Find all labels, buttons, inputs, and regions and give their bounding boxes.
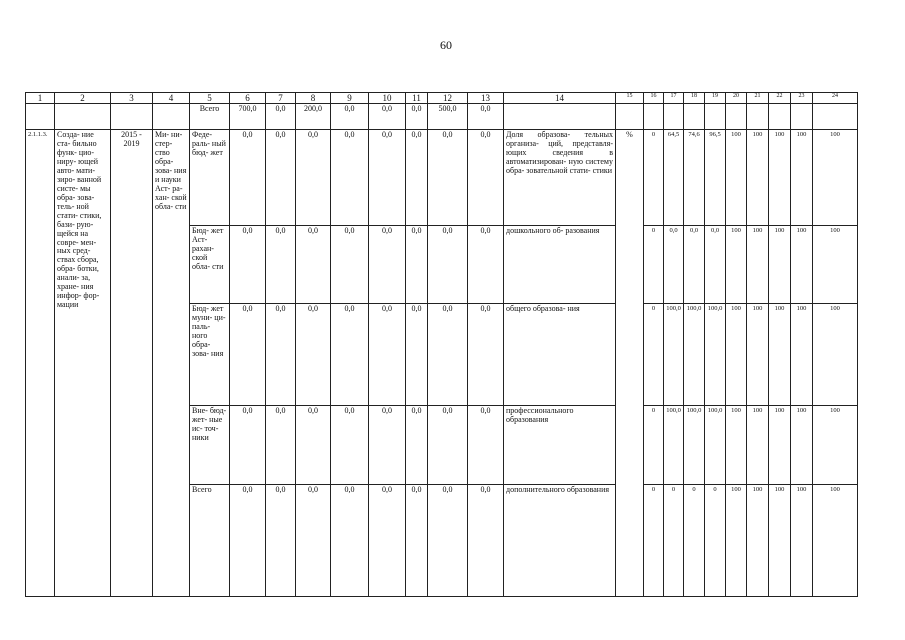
- amount-cell: 0,0: [369, 406, 406, 485]
- column-number-20: 20: [726, 93, 747, 104]
- target-value: 0: [644, 485, 664, 597]
- target-value: 0,0: [684, 226, 705, 304]
- program-table: [25, 92, 858, 597]
- column-number-13: 13: [468, 93, 504, 104]
- target-value: 100,0: [664, 406, 684, 485]
- amount-cell: 0,0: [369, 226, 406, 304]
- column-number-2: 2: [55, 93, 111, 104]
- target-value: 100: [769, 485, 791, 597]
- target-value: 100: [726, 304, 747, 406]
- target-value: 0: [644, 130, 664, 226]
- column-number-18: 18: [684, 93, 705, 104]
- amount-cell: 0,0: [331, 226, 369, 304]
- target-value: 100,0: [684, 406, 705, 485]
- amount-cell: 0,0: [230, 226, 266, 304]
- column-number-21: 21: [747, 93, 769, 104]
- column-number-3: 3: [111, 93, 153, 104]
- target-value: 0: [705, 485, 726, 597]
- amount-cell: 0,0: [468, 406, 504, 485]
- column-number-11: 11: [406, 93, 428, 104]
- column-number-16: 16: [644, 93, 664, 104]
- amount-cell: 0,0: [266, 485, 296, 597]
- target-value: 100: [747, 485, 769, 597]
- amount-cell: 0,0: [406, 130, 428, 226]
- total-row: [26, 104, 858, 130]
- column-number-19: 19: [705, 93, 726, 104]
- indicator-name: общего образова- ния: [504, 304, 616, 406]
- amount-cell: 0,0: [230, 485, 266, 597]
- target-value: 100: [813, 406, 858, 485]
- target-value: 100: [726, 226, 747, 304]
- funding-source: Вне- бюд- жет- ные ис- точ- ники: [190, 406, 230, 485]
- target-value: 100,0: [705, 304, 726, 406]
- amount-cell: 0,0: [428, 485, 468, 597]
- column-number-4: 4: [153, 93, 190, 104]
- column-number-row: [26, 93, 858, 104]
- amount-cell: 0,0: [406, 104, 428, 130]
- empty-cell: [705, 104, 726, 130]
- amount-cell: 0,0: [296, 130, 331, 226]
- table-row: [26, 130, 858, 226]
- amount-cell: 0,0: [331, 304, 369, 406]
- target-value: 100: [769, 226, 791, 304]
- amount-cell: 0,0: [266, 226, 296, 304]
- target-value: 100: [813, 226, 858, 304]
- empty-cell: [664, 104, 684, 130]
- amount-cell: 0,0: [468, 304, 504, 406]
- target-value: 96,5: [705, 130, 726, 226]
- amount-cell: 0,0: [230, 304, 266, 406]
- target-value: 100: [791, 485, 813, 597]
- amount-cell: 0,0: [266, 304, 296, 406]
- target-value: 100: [747, 304, 769, 406]
- amount-cell: 0,0: [331, 406, 369, 485]
- target-value: 100: [769, 130, 791, 226]
- column-number-17: 17: [664, 93, 684, 104]
- indicator-name: профессионального образования: [504, 406, 616, 485]
- amount-cell: 0,0: [428, 304, 468, 406]
- funding-source: Всего: [190, 485, 230, 597]
- amount-cell: 200,0: [296, 104, 331, 130]
- column-number-23: 23: [791, 93, 813, 104]
- target-value: 100: [791, 406, 813, 485]
- empty-cell: [769, 104, 791, 130]
- empty-cell: [791, 104, 813, 130]
- empty-cell: [813, 104, 858, 130]
- amount-cell: 0,0: [266, 406, 296, 485]
- amount-cell: 0,0: [428, 406, 468, 485]
- amount-cell: 0,0: [406, 226, 428, 304]
- column-number-22: 22: [769, 93, 791, 104]
- indicator-name: дополнительного образования: [504, 485, 616, 597]
- amount-cell: 0,0: [266, 130, 296, 226]
- column-number-15: 15: [616, 93, 644, 104]
- target-value: 0: [684, 485, 705, 597]
- amount-cell: 0,0: [406, 406, 428, 485]
- empty-cell: [644, 104, 664, 130]
- target-value: 100: [747, 226, 769, 304]
- target-value: 100: [791, 304, 813, 406]
- indicator-name: Доля образова- тельных организа- ций, представля- ющих сведения в автоматизирован- ную систему обра- зовательной стати- стики: [504, 130, 616, 226]
- target-value: 100: [747, 130, 769, 226]
- column-number-6: 6: [230, 93, 266, 104]
- item-code: 2.1.1.3.: [26, 130, 55, 597]
- amount-cell: 0,0: [468, 485, 504, 597]
- target-value: 100: [769, 406, 791, 485]
- item-executor: Ми- ни- стер- ство обра- зова- ния и науки Аст- ра- хан- ской обла- сти: [153, 130, 190, 597]
- target-value: 0: [644, 406, 664, 485]
- funding-source: Бюд- жет муни- ци- паль- ного обра- зова- ния: [190, 304, 230, 406]
- column-number-1: 1: [26, 93, 55, 104]
- target-value: 0: [664, 485, 684, 597]
- funding-source: Всего: [190, 104, 230, 130]
- amount-cell: 0,0: [369, 304, 406, 406]
- amount-cell: 0,0: [428, 226, 468, 304]
- target-value: 0: [644, 304, 664, 406]
- target-value: 100: [813, 130, 858, 226]
- amount-cell: 0,0: [331, 104, 369, 130]
- empty-cell: [726, 104, 747, 130]
- funding-source: Бюд- жет Аст- рахан- ской обла- сти: [190, 226, 230, 304]
- target-value: 64,5: [664, 130, 684, 226]
- target-value: 100: [747, 406, 769, 485]
- indicator-name: дошкольного об- разования: [504, 226, 616, 304]
- target-value: 100: [726, 485, 747, 597]
- amount-cell: 0,0: [331, 485, 369, 597]
- target-value: 0,0: [705, 226, 726, 304]
- amount-cell: 0,0: [230, 130, 266, 226]
- column-number-14: 14: [504, 93, 616, 104]
- column-number-24: 24: [813, 93, 858, 104]
- amount-cell: 0,0: [296, 406, 331, 485]
- column-number-9: 9: [331, 93, 369, 104]
- target-value: 100,0: [705, 406, 726, 485]
- target-value: 74,6: [684, 130, 705, 226]
- funding-source: Феде- раль- ный бюд- жет: [190, 130, 230, 226]
- column-number-5: 5: [190, 93, 230, 104]
- amount-cell: 700,0: [230, 104, 266, 130]
- amount-cell: 0,0: [369, 130, 406, 226]
- target-value: 100,0: [684, 304, 705, 406]
- column-number-8: 8: [296, 93, 331, 104]
- target-value: 0: [644, 226, 664, 304]
- empty-cell: [153, 104, 190, 130]
- target-value: 100: [813, 304, 858, 406]
- target-value: 100: [791, 226, 813, 304]
- amount-cell: 500,0: [428, 104, 468, 130]
- amount-cell: 0,0: [266, 104, 296, 130]
- amount-cell: 0,0: [406, 485, 428, 597]
- amount-cell: 0,0: [296, 226, 331, 304]
- empty-cell: [504, 104, 616, 130]
- page-number: 60: [440, 38, 452, 52]
- column-number-12: 12: [428, 93, 468, 104]
- empty-cell: [616, 104, 644, 130]
- amount-cell: 0,0: [296, 304, 331, 406]
- target-value: 100: [726, 130, 747, 226]
- amount-cell: 0,0: [331, 130, 369, 226]
- amount-cell: 0,0: [230, 406, 266, 485]
- column-number-7: 7: [266, 93, 296, 104]
- target-value: 100: [813, 485, 858, 597]
- amount-cell: 0,0: [468, 130, 504, 226]
- amount-cell: 0,0: [468, 226, 504, 304]
- amount-cell: 0,0: [428, 130, 468, 226]
- empty-cell: [26, 104, 55, 130]
- unit-cell: %: [616, 130, 644, 597]
- empty-cell: [684, 104, 705, 130]
- amount-cell: 0,0: [296, 485, 331, 597]
- target-value: 100: [769, 304, 791, 406]
- empty-cell: [55, 104, 111, 130]
- target-value: 100,0: [664, 304, 684, 406]
- target-value: 0,0: [664, 226, 684, 304]
- item-period: 2015 - 2019: [111, 130, 153, 597]
- empty-cell: [747, 104, 769, 130]
- column-number-10: 10: [369, 93, 406, 104]
- target-value: 100: [791, 130, 813, 226]
- amount-cell: 0,0: [468, 104, 504, 130]
- target-value: 100: [726, 406, 747, 485]
- item-name: Созда- ние ста- бильно функ- цио- ниру- ющей авто- мати- зиро- ванной систе- мы обра- зова- тель- ной стати- стики, бази- рую- щейся на совре- мен- ных сред- ствах сбора, обра- ботки, анали- за, хране- ния инфор- фор- мации: [55, 130, 111, 597]
- amount-cell: 0,0: [369, 485, 406, 597]
- empty-cell: [111, 104, 153, 130]
- amount-cell: 0,0: [369, 104, 406, 130]
- amount-cell: 0,0: [406, 304, 428, 406]
